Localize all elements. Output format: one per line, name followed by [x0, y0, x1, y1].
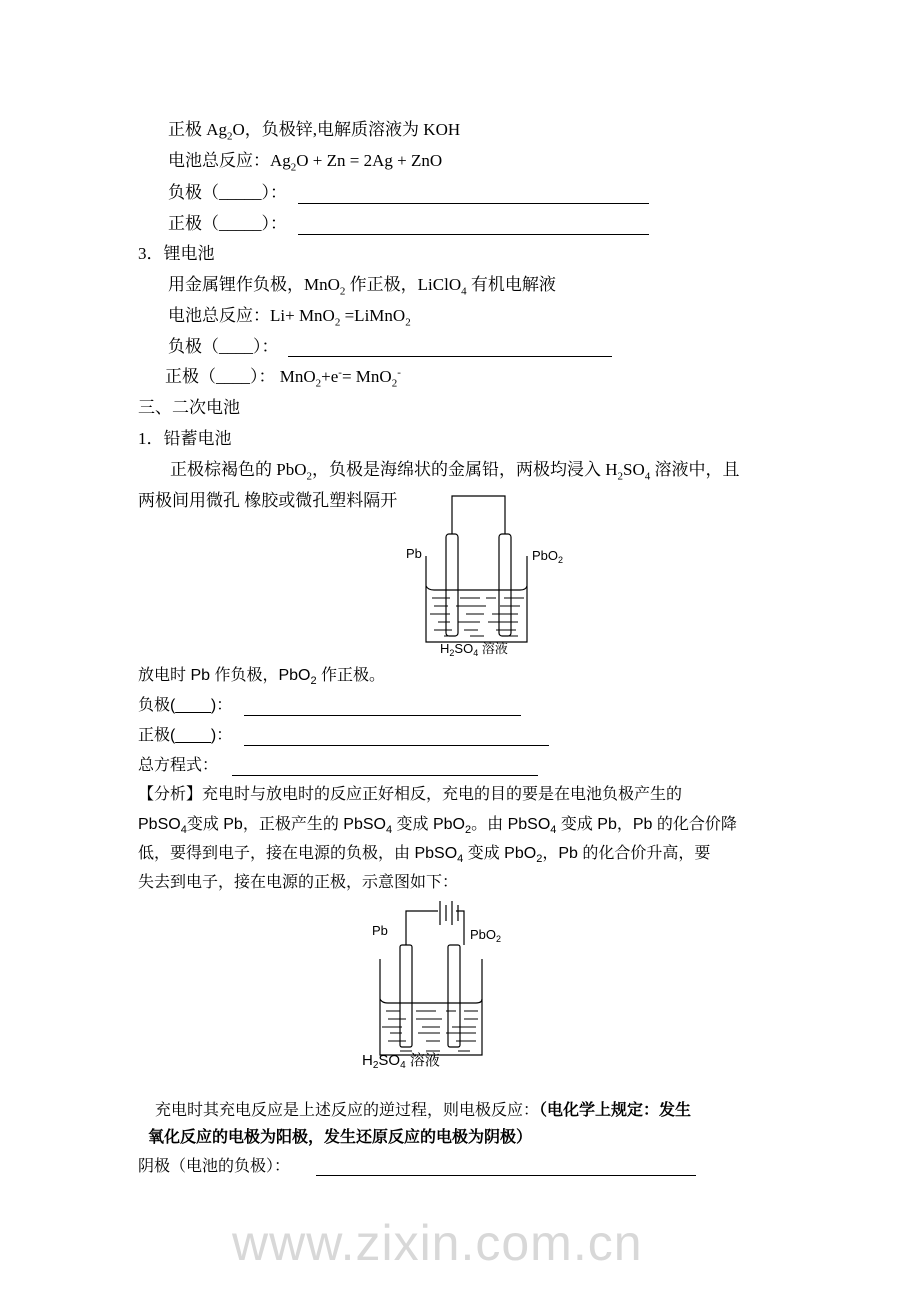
text-line [138, 491, 397, 511]
text-line [138, 873, 458, 893]
text-run: （电化学上规定：发生 [539, 1102, 692, 1119]
answer-blank[interactable] [298, 203, 649, 204]
text-run: 三、二次电池 [138, 398, 240, 417]
text-line [168, 183, 287, 203]
text-run: 作正极，LiClO [345, 275, 462, 294]
text-run: 总方程式： [138, 757, 219, 774]
text-run: 有机电解液 [466, 275, 556, 294]
text-run: 阴极（电池的负极）： [138, 1158, 291, 1175]
text-line [170, 460, 740, 483]
text-run: 作正极。 [316, 667, 386, 684]
text-run: 2 [405, 316, 411, 329]
text-run: 2 [227, 130, 233, 143]
answer-blank[interactable] [244, 745, 549, 746]
text-run: 电池总反应：Ag [168, 151, 291, 170]
text-run: SO [623, 460, 645, 479]
text-run: ，Pb 的化合价升高，要 [542, 845, 711, 862]
text-line [138, 756, 218, 776]
text-line [168, 275, 556, 298]
pbo2-electrode-label: PbO$_2$ [470, 927, 502, 944]
text-line [168, 306, 411, 329]
text-line [138, 398, 240, 418]
text-run: 变成 Pb，正极产生的 PbSO [186, 816, 386, 833]
text-run: - [338, 366, 342, 379]
text-run: 氧化反应的电极为阳极，发生还原反应的电极为阴极） [148, 1129, 533, 1146]
text-run: 负极(____)： [138, 697, 233, 714]
answer-blank[interactable] [244, 715, 521, 716]
text-run: 【分析】充电时与放电时的反应正好相反，充电的目的要是在电池负极产生的 [138, 786, 683, 803]
solution-label: $H_2SO_4$ 溶液 [362, 1052, 440, 1071]
text-run: 负极（_____）： [168, 183, 287, 202]
text-line [168, 151, 443, 174]
text-line [138, 244, 215, 264]
text-line [138, 785, 682, 805]
text-line [168, 337, 279, 357]
text-run: 2 [310, 675, 317, 688]
text-run: 正极(____)： [138, 727, 233, 744]
text-run: 2 [391, 377, 398, 390]
text-run: 负极（____）： [168, 337, 279, 356]
text-run: 低，要得到电子，接在电源的负极，由 PbSO [138, 845, 458, 862]
text-run: 2 [306, 470, 312, 483]
answer-blank[interactable] [232, 775, 538, 776]
text-line [168, 120, 461, 143]
answer-blank[interactable] [316, 1175, 696, 1176]
text-run: 4 [180, 824, 187, 837]
text-line [165, 366, 401, 390]
text-line [138, 815, 737, 835]
text-run: 2 [465, 824, 472, 837]
text-line [155, 1101, 691, 1121]
text-run: 2 [617, 470, 624, 483]
text-run: = MnO [341, 367, 392, 386]
pbo2-electrode-label: PbO$_2$ [532, 548, 564, 565]
text-line [138, 429, 232, 449]
text-run: 变成 PbO [392, 816, 466, 833]
pb-electrode-label: Pb [372, 923, 388, 938]
text-line [138, 1157, 290, 1177]
charging-cell-diagram [360, 893, 560, 1073]
text-run: 2 [315, 377, 322, 390]
solution-label: $H_2SO_4$ 溶液 [440, 641, 508, 658]
text-run: 3．锂电池 [138, 244, 215, 263]
text-line [168, 214, 287, 234]
text-run: 2 [334, 316, 341, 329]
text-run: 4 [550, 824, 557, 837]
text-run: O + Zn = 2Ag + ZnO [296, 151, 443, 170]
text-run: PbSO [138, 816, 181, 833]
text-run: 变成 Pb，Pb 的化合价降 [556, 816, 737, 833]
text-run: 溶液中，且 [650, 460, 740, 479]
text-run: 电池总反应：Li+ MnO [168, 306, 335, 325]
text-run: 。由 PbSO [471, 816, 551, 833]
text-run: 2 [290, 161, 297, 174]
watermark: www.zixin.com.cn [232, 1215, 643, 1271]
text-run: 2 [339, 285, 346, 298]
answer-blank[interactable] [298, 234, 649, 235]
text-run: 用金属锂作负极，MnO [168, 275, 340, 294]
text-line [138, 666, 385, 686]
text-run: +e [321, 367, 339, 386]
text-line [138, 696, 232, 716]
text-run: 2 [536, 853, 543, 866]
answer-blank[interactable] [288, 356, 612, 357]
text-line [148, 1128, 532, 1148]
text-run: 正极棕褐色的 PbO [170, 460, 307, 479]
text-run: O，负极锌,电解质溶液为 KOH [232, 120, 461, 139]
text-line [138, 726, 232, 746]
text-run: 4 [385, 824, 393, 837]
text-run: 失去到电子，接在电源的正极，示意图如下： [138, 874, 459, 891]
text-run: 4 [461, 285, 467, 298]
text-run: ，负极是海绵状的金属铅，两极均浸入 H [311, 460, 618, 479]
text-run: 正极（_____）： [168, 214, 287, 233]
text-run: 放电时 Pb 作负极，PbO [138, 667, 311, 684]
text-line [138, 844, 710, 864]
text-run: =LiMnO [340, 306, 406, 325]
text-run: 1．铅蓄电池 [138, 429, 232, 448]
pb-electrode-label: Pb [406, 546, 422, 561]
text-run: - [397, 366, 401, 379]
text-run: 充电时其充电反应是上述反应的逆过程，则电极反应： [155, 1102, 540, 1119]
text-run: 变成 PbO [463, 845, 537, 862]
text-run: 正极（____）： MnO [165, 367, 316, 386]
discharge-cell-diagram [400, 490, 600, 670]
text-run: 4 [457, 853, 464, 866]
text-run: 4 [644, 470, 651, 483]
text-run: 正极 Ag [168, 120, 228, 139]
text-run: 两极间用微孔 橡胶或微孔塑料隔开 [138, 491, 398, 510]
